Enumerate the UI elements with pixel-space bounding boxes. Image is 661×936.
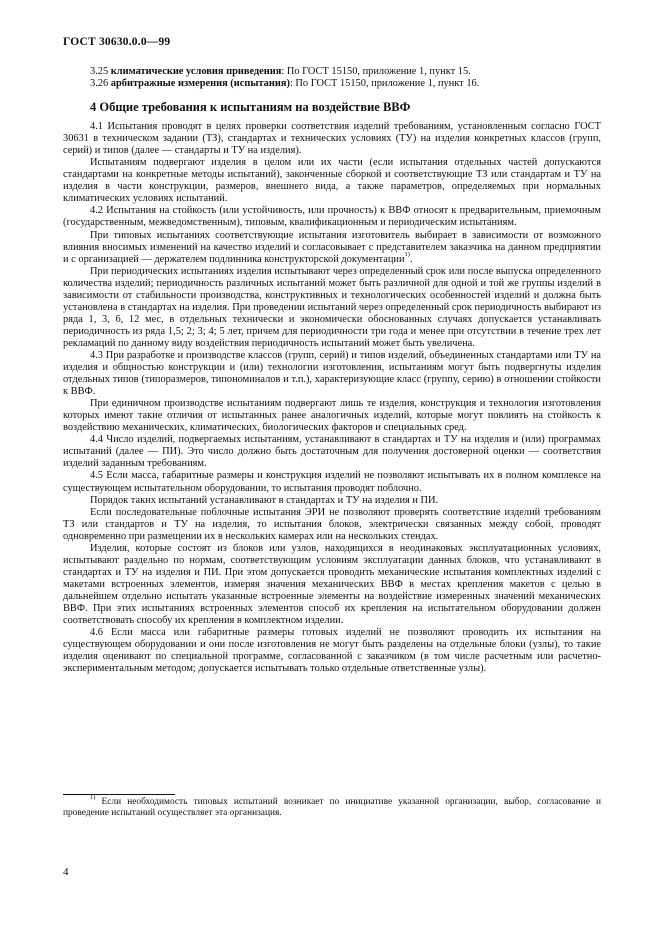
paragraph-4-5: 4.5 Если масса, габаритные размеры и конструкция изделий не позволяют испытывать их в полном комплексе на существующем испытательном оборудовании, то испытания проводят поблочно. xyxy=(63,470,601,494)
paragraph-4-1: 4.1 Испытания проводят в целях проверки соответствия изделий требованиям, установленным согласно ГОСТ 30631 в техническом задании (ТЗ), стандартах и технических условиях (ТУ) на изделия конкретных классов (групп, серий) и типов (далее — стандарты и ТУ на изделия). xyxy=(63,121,601,157)
definition-term: климатические условия приведения xyxy=(110,66,282,77)
definition-3-25 xyxy=(63,66,601,78)
paragraph-end: . xyxy=(409,253,413,265)
definition-text: : По ГОСТ 15150, приложение 1, пункт 15. xyxy=(281,66,471,77)
paragraph-4-4: 4.4 Число изделий, подвергаемых испытаниям, устанавливают в стандартах и ТУ на изделия и (или) программах испытаний (далее — ПИ). Это число должно быть достаточным для получения достоверной оценки — соответствия изделий заданным требованиям. xyxy=(63,434,601,470)
paragraph-4-2: 4.2 Испытания на стойкость (или устойчивость, или прочность) к ВВФ относят к предварительным, приемочным (государственным, межведомственным), типовым, квалификационным и периодическим испытаниям. xyxy=(63,205,601,229)
footnote-reference: 1) xyxy=(404,250,410,258)
paragraph-text: При типовых испытаниях соответствующие испытания изготовитель выбирает в зависимости от возможного влияния вносимых изменений на качество изделий и согласовывает с представителем заказчика на данном предприятии и с организацией — держателем подлинника конструкторской документации xyxy=(63,229,601,265)
footnote-marker: 1) xyxy=(90,794,96,801)
footnote xyxy=(63,794,601,820)
document-header: ГОСТ 30630.0.0—99 xyxy=(63,36,171,48)
page-content xyxy=(63,66,601,675)
footnote-divider xyxy=(63,794,175,795)
page-number: 4 xyxy=(63,866,69,878)
definition-number: 3.25 xyxy=(90,66,109,77)
definition-text: : По ГОСТ 15150, приложение 1, пункт 16. xyxy=(289,78,480,90)
paragraph: При единичном производстве испытаниям подвергают лишь те изделия, конструкция и технология изготовления которых имеют такие отличия от испытанных ранее аналогичных изделий, которые могут повлиять на стойкость к воздействию механических, климатических, биологических факторов и специальных сред. xyxy=(63,398,601,434)
definition-term: арбитражные измерения (испытания) xyxy=(110,78,290,90)
paragraph-4-3: 4.3 При разработке и производстве классов (групп, серий) и типов изделий, объединенных стандартами или ТУ на изделия и общностью конструкции и (или) технологии изготовления, испытаниям могут быть подвергнуты изделия отдельных типов (типоразмеров, типономиналов и т.п.), характеризующие класс (группу, серию) в отношении стойкости к ВВФ. xyxy=(63,349,601,398)
paragraph: Порядок таких испытаний устанавливают в стандартах и ТУ на изделия и ПИ. xyxy=(90,494,439,506)
paragraph: Изделия, которые состоят из блоков или узлов, находящихся в неодинаковых эксплуатационных условиях, испытывают раздельно по нормам, соответствующим условиям эксплуатации данных блоков, что устанавливают в стандартах и ТУ на изделия и ПИ. При этом допускается проводить механические испытания комплектных изделий с макетами встроенных элементов, измеряя значения механических ВВФ в местах крепления макетов с целью в дальнейшем отдельно испытать указанные встроенные элементы на воздействие измеренных значений механических ВВФ. При этих испытаниях встроенных элементов способ их крепления на испытательном оборудовании должен соответствовать способу их крепления в комплектном изделии. xyxy=(63,542,601,627)
section-heading: 4 Общие требования к испытаниям на воздействие ВВФ xyxy=(90,100,411,115)
paragraph: При периодических испытаниях изделия испытывают через определенный срок или после выпуска определенного количества изделий; периодичность различных испытаний может быть различной для одной и той же группы изделий в зависимости от стабильности производства, конструктивных и технологических особенностей изделий и должна быть установлена в стандартах на изделия. При проведении испытаний через определенный срок периодичность выбирают из ряда 1, 3, 6, 12 мес, в отдельных технически и экономически обоснованных случаях допускается устанавливать периодичность из ряда 1,5; 2; 3; 4; 5 лет, причем для периодичности три года и менее при отсутствии в течение трех лет рекламаций по данному виду воздействия периодичность испытаний может быть увеличена. xyxy=(63,265,601,349)
paragraph: Испытаниям подвергают изделия в целом или их части (если испытания отдельных частей допускаются стандартами на конкретные методы испытаний), законченные сборкой и соответствующие ТЗ или стандартам и ТУ на изделия в части конструкции, размеров, внешнего вида, а также параметров, определяемых при нормальных климатических условиях испытаний. xyxy=(63,157,601,205)
definition-3-26 xyxy=(63,78,601,90)
definition-number: 3.26 xyxy=(90,78,109,90)
footnote-text: Если необходимость типовых испытаний возникает по инициативе указанной организации, выбор, согласование и проведение испытаний осуществляет эта организация. xyxy=(63,797,601,819)
paragraph: Если последовательные поблочные испытания ЭРИ не позволяют проверять соответствие изделий требованиям ТЗ или стандартов и ТУ на изделия, то испытания блоков, электрически связанных между собой, проводят одновременно при размещении их в нескольких камерах или на нескольких стендах. xyxy=(63,506,601,542)
paragraph-with-footnote xyxy=(63,230,601,266)
paragraph-4-6: 4.6 Если масса или габаритные размеры готовых изделий не позволяют проводить их испытания на существующем оборудовании и они после изготовления не могут быть разделены на отдельные блоки (узлы), то такие изделия оценивают по специальной программе, согласованной с заказчиком (в том числе расчетным или расчетно-экспериментальным методом; допускается испытывать только отдельные ответственные узлы). xyxy=(63,627,601,675)
